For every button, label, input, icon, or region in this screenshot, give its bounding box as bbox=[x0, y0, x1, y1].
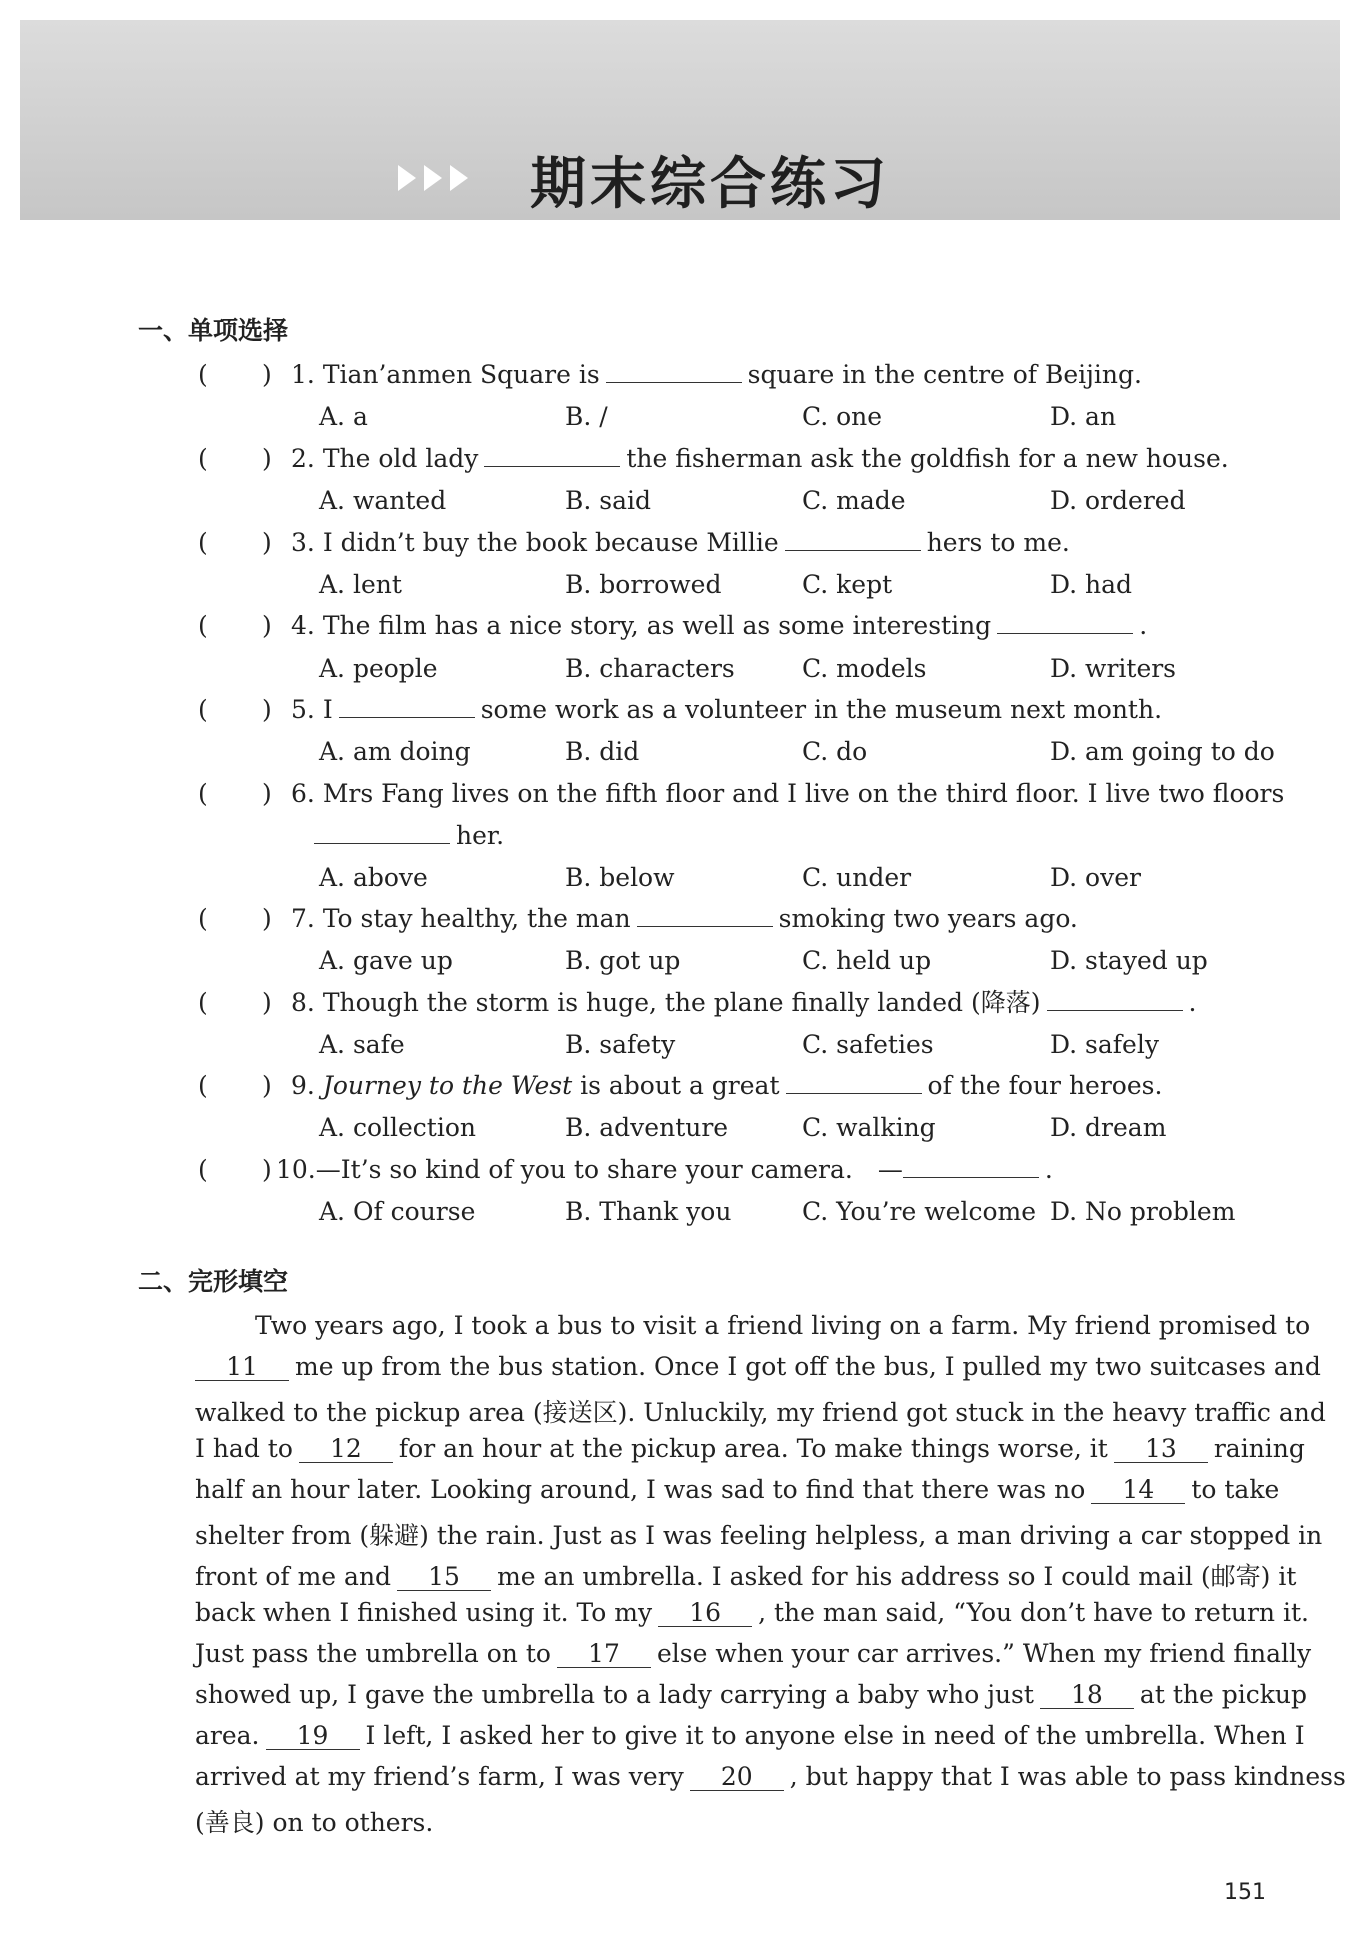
passage-line: (善良) on to others. bbox=[195, 1808, 434, 1837]
option-a: A. lent bbox=[319, 570, 402, 599]
option-d: D. dream bbox=[1050, 1113, 1167, 1142]
passage-line: Two years ago, I took a bus to visit a friend living on a farm. My friend promised to bbox=[255, 1311, 1311, 1340]
option-b: B. characters bbox=[565, 654, 735, 683]
passage-line: walked to the pickup area (接送区). Unluckily, my friend got stuck in the heavy traffic and bbox=[195, 1398, 1326, 1427]
option-c: C. made bbox=[802, 486, 906, 515]
question-number: 10. bbox=[276, 1155, 316, 1184]
question-text-pre: I bbox=[322, 695, 333, 724]
option-a: A. a bbox=[319, 402, 368, 431]
option-c: C. models bbox=[802, 654, 927, 683]
question-number: 7. bbox=[291, 904, 315, 933]
question-text-post: . bbox=[1044, 1155, 1053, 1184]
option-a: A. wanted bbox=[319, 486, 447, 515]
page-number: 151 bbox=[1224, 1880, 1266, 1905]
question-text-post: . bbox=[1188, 988, 1197, 1017]
answer-blank bbox=[786, 1071, 922, 1094]
option-b: B. Thank you bbox=[565, 1197, 732, 1226]
answer-blank bbox=[1047, 988, 1183, 1011]
option-d: D. No problem bbox=[1050, 1197, 1236, 1226]
option-c: C. walking bbox=[802, 1113, 936, 1142]
answer-blank bbox=[484, 444, 620, 467]
answer-blank bbox=[903, 1155, 1039, 1178]
option-a: A. above bbox=[319, 863, 428, 892]
question-text-post: smoking two years ago. bbox=[778, 904, 1078, 933]
question-text-pre: The old lady bbox=[322, 444, 479, 473]
cloze-blank-20: 20 bbox=[690, 1764, 784, 1791]
question-text-post: . bbox=[1139, 611, 1148, 640]
question-text-pre: Though the storm is huge, the plane finally landed (降落) bbox=[322, 988, 1041, 1017]
option-d: D. stayed up bbox=[1050, 946, 1208, 975]
option-a: A. collection bbox=[319, 1113, 476, 1142]
question-text-pre: Mrs Fang lives on the fifth floor and I live on the third floor. I live two floors bbox=[322, 779, 1285, 808]
question-number: 4. bbox=[291, 611, 315, 640]
option-b: B. below bbox=[565, 863, 675, 892]
answer-blank bbox=[606, 360, 742, 383]
answer-blank bbox=[314, 821, 450, 844]
option-c: C. under bbox=[802, 863, 912, 892]
option-d: D. had bbox=[1050, 570, 1133, 599]
cloze-blank-16: 16 bbox=[658, 1600, 752, 1627]
cloze-blank-15: 15 bbox=[397, 1564, 491, 1591]
option-a: A. Of course bbox=[319, 1197, 476, 1226]
question-text-post: of the four heroes. bbox=[927, 1071, 1163, 1100]
section-heading-cloze: 二、完形填空 bbox=[138, 1267, 289, 1296]
question-number: 1. bbox=[291, 360, 315, 389]
cloze-blank-13: 13 bbox=[1114, 1436, 1208, 1463]
question-number: 5. bbox=[291, 695, 315, 724]
option-a: A. gave up bbox=[319, 946, 453, 975]
option-d: D. ordered bbox=[1050, 486, 1186, 515]
option-d: D. writers bbox=[1050, 654, 1177, 683]
question-text-post: her. bbox=[456, 821, 505, 850]
passage-line: back when I finished using it. To my 16 , the man said, “You don’t have to return it. bbox=[195, 1598, 1309, 1627]
option-b: B. got up bbox=[565, 946, 681, 975]
option-a: A. safe bbox=[319, 1030, 405, 1059]
question-number: 6. bbox=[291, 779, 315, 808]
question-text-pre: Tian’anmen Square is bbox=[322, 360, 600, 389]
question-number: 9. bbox=[291, 1071, 315, 1100]
question-text-post: some work as a volunteer in the museum next month. bbox=[480, 695, 1163, 724]
cloze-blank-17: 17 bbox=[557, 1641, 651, 1668]
section-heading-multiple-choice: 一、单项选择 bbox=[138, 316, 289, 345]
passage-line: showed up, I gave the umbrella to a lady carrying a baby who just 18 at the pickup bbox=[195, 1680, 1307, 1709]
passage-line: front of me and 15 me an umbrella. I asked for his address so I could mail (邮寄) it bbox=[195, 1562, 1297, 1591]
cloze-blank-12: 12 bbox=[299, 1436, 393, 1463]
passage-line: half an hour later. Looking around, I was sad to find that there was no 14 to take bbox=[195, 1475, 1280, 1504]
question-text-post: hers to me. bbox=[926, 528, 1070, 557]
option-a: A. people bbox=[319, 654, 438, 683]
option-c: C. do bbox=[802, 737, 868, 766]
question-text-pre: The film has a nice story, as well as some interesting bbox=[322, 611, 992, 640]
option-c: C. safeties bbox=[802, 1030, 934, 1059]
answer-blank bbox=[339, 695, 475, 718]
option-c: C. kept bbox=[802, 570, 893, 599]
passage-line: arrived at my friend’s farm, I was very 20 , but happy that I was able to pass kindness bbox=[195, 1762, 1346, 1791]
option-b: B. / bbox=[565, 402, 608, 431]
option-b: B. said bbox=[565, 486, 651, 515]
question-number: 3. bbox=[291, 528, 315, 557]
question-text-pre: is about a great bbox=[580, 1071, 780, 1100]
question-text-post: square in the centre of Beijing. bbox=[747, 360, 1142, 389]
cloze-blank-14: 14 bbox=[1091, 1477, 1185, 1504]
cloze-blank-19: 19 bbox=[266, 1723, 360, 1750]
option-c: C. You’re welcome bbox=[802, 1197, 1036, 1226]
cloze-blank-18: 18 bbox=[1040, 1682, 1134, 1709]
question-text-pre: To stay healthy, the man bbox=[322, 904, 631, 933]
page-title: 期末综合练习 bbox=[530, 152, 890, 217]
book-title: Journey to the West bbox=[322, 1071, 573, 1100]
answer-blank bbox=[637, 904, 773, 927]
answer-blank bbox=[785, 528, 921, 551]
question-text-pre: I didn’t buy the book because Millie bbox=[322, 528, 779, 557]
option-b: B. did bbox=[565, 737, 640, 766]
question-number: 8. bbox=[291, 988, 315, 1017]
option-d: D. an bbox=[1050, 402, 1117, 431]
option-c: C. held up bbox=[802, 946, 932, 975]
passage-line: I had to 12 for an hour at the pickup area. To make things worse, it 13 raining bbox=[195, 1434, 1305, 1463]
option-b: B. borrowed bbox=[565, 570, 722, 599]
passage-line: Just pass the umbrella on to 17 else when your car arrives.” When my friend finally bbox=[195, 1639, 1312, 1668]
option-d: D. safely bbox=[1050, 1030, 1159, 1059]
option-b: B. adventure bbox=[565, 1113, 729, 1142]
question-text-pre: —It’s so kind of you to share your camera. — bbox=[315, 1155, 903, 1184]
cloze-blank-11: 11 bbox=[195, 1354, 289, 1381]
answer-blank bbox=[997, 611, 1133, 634]
option-b: B. safety bbox=[565, 1030, 676, 1059]
option-d: D. over bbox=[1050, 863, 1141, 892]
option-d: D. am going to do bbox=[1050, 737, 1275, 766]
question-text-post: the fisherman ask the goldfish for a new house. bbox=[626, 444, 1229, 473]
passage-line: shelter from (躲避) the rain. Just as I was feeling helpless, a man driving a car stopped in bbox=[195, 1521, 1323, 1550]
passage-line: 11 me up from the bus station. Once I got off the bus, I pulled my two suitcases and bbox=[195, 1352, 1321, 1381]
option-a: A. am doing bbox=[319, 737, 471, 766]
passage-line: area. 19 I left, I asked her to give it to anyone else in need of the umbrella. When I bbox=[195, 1721, 1305, 1750]
option-c: C. one bbox=[802, 402, 883, 431]
question-number: 2. bbox=[291, 444, 315, 473]
